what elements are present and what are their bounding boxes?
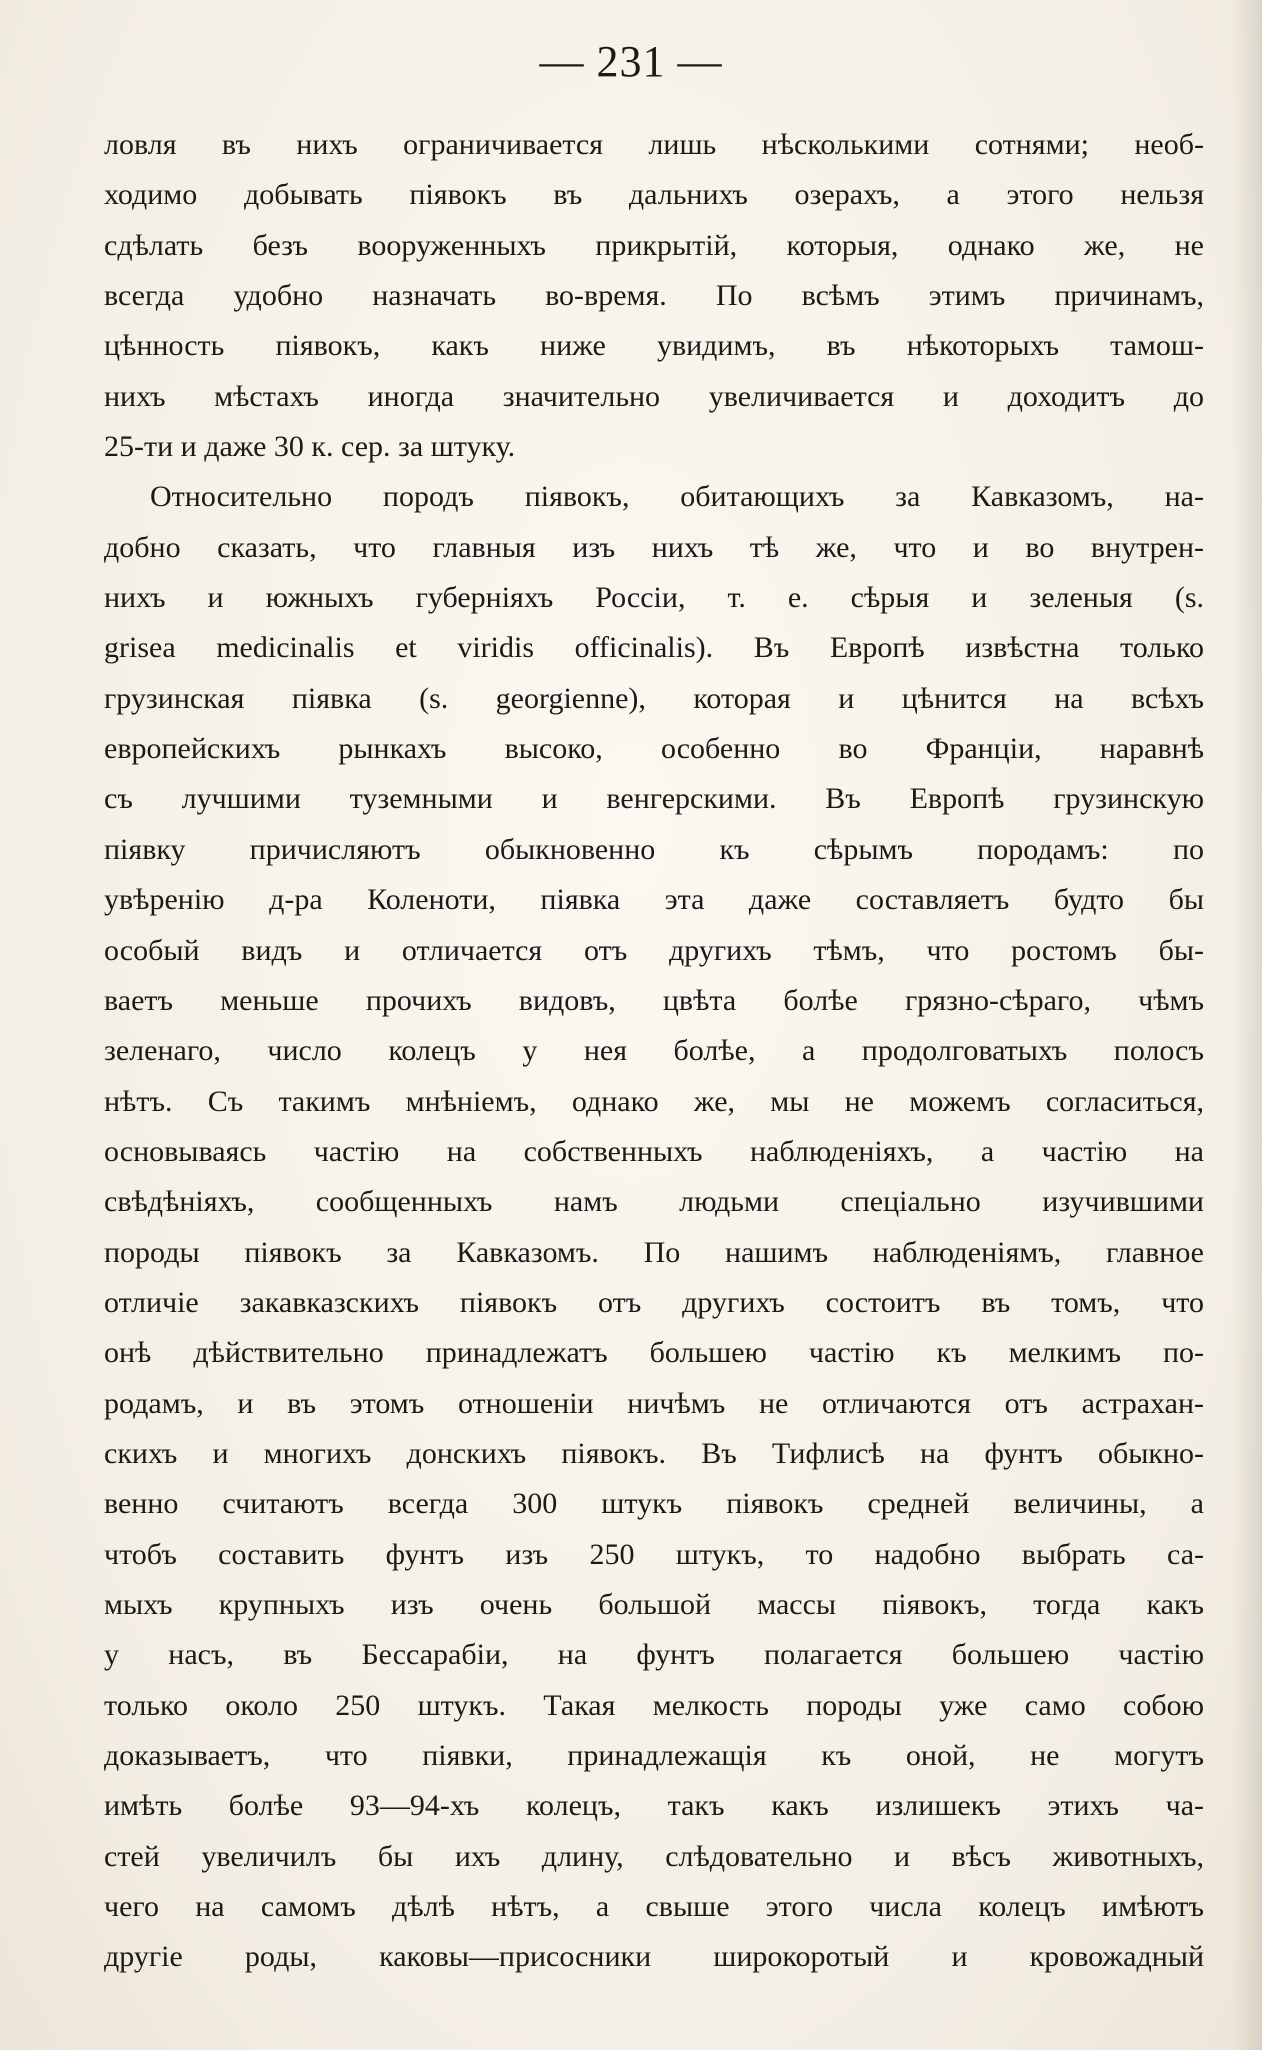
- text-line: скихъ и многихъ донскихъ пiявокъ. Въ Тифлисѣ на фунтъ обыкно-: [104, 1436, 1204, 1470]
- text-line: у насъ, въ Бессарабiи, на фунтъ полагается большею частiю: [104, 1638, 1204, 1672]
- text-line: венно считаютъ всегда 300 штукъ пiявокъ средней величины, а: [104, 1487, 1204, 1521]
- text-line: основываясь частiю на собственныхъ наблюденiяхъ, а частiю на: [104, 1134, 1204, 1168]
- text-line: свѣдѣнiяхъ, сообщенныхъ намъ людьми спецiально изучившими: [104, 1185, 1204, 1219]
- text-line: нихъ мѣстахъ иногда значительно увеличивается и доходитъ до: [104, 379, 1204, 413]
- text-line: всегда удобно назначать во-время. По всѣмъ этимъ причинамъ,: [104, 279, 1204, 313]
- text-line: 25-ти и даже 30 к. сер. за штуку.: [104, 430, 516, 464]
- text-line: онѣ дѣйствительно принадлежатъ большею частiю къ мелкимъ по-: [104, 1336, 1204, 1370]
- text-line: ваетъ меньше прочихъ видовъ, цвѣта болѣе грязно-сѣраго, чѣмъ: [104, 983, 1204, 1017]
- text-line: ходимо добывать пiявокъ въ дальнихъ озерахъ, а этого нельзя: [104, 178, 1204, 212]
- text-line: родамъ, и въ этомъ отношенiи ничѣмъ не отличаются отъ астрахан-: [104, 1386, 1204, 1420]
- paragraph-start-line: Относительно породъ пiявокъ, обитающихъ за Кавказомъ, на-: [150, 480, 1204, 514]
- text-line: другiе роды, каковы—присосники широкоротый и кровожадный: [104, 1940, 1204, 1974]
- page-edge-shadow: [1232, 0, 1262, 2050]
- text-line: особый видъ и отличается отъ другихъ тѣмъ, что ростомъ бы-: [104, 933, 1204, 967]
- text-line: грузинская пiявка (s. georgienne), которая и цѣнится на всѣхъ: [104, 681, 1204, 715]
- text-line: ловля въ нихъ ограничивается лишь нѣсколькими сотнями; необ-: [104, 128, 1204, 161]
- text-line: зеленаго, число колецъ у нея болѣе, а продолговатыхъ полосъ: [104, 1034, 1204, 1068]
- text-line: пiявку причисляютъ обыкновенно къ сѣрымъ породамъ: по: [104, 832, 1204, 866]
- text-line: grisea medicinalis et viridis officinalis). Въ Европѣ извѣстна только: [104, 631, 1204, 665]
- text-line: нѣтъ. Съ такимъ мнѣнiемъ, однако же, мы не можемъ согласиться,: [104, 1084, 1204, 1118]
- text-line: нихъ и южныхъ губернiяхъ Россiи, т. е. сѣрыя и зеленыя (s.: [104, 581, 1204, 615]
- text-line: цѣнность пiявокъ, какъ ниже увидимъ, въ нѣкоторыхъ тамош-: [104, 329, 1204, 363]
- text-line: увѣренiю д-ра Коленоти, пiявка эта даже составляетъ будто бы: [104, 883, 1204, 917]
- page-number: — 231 —: [539, 37, 723, 86]
- text-line: породы пiявокъ за Кавказомъ. По нашимъ наблюденiямъ, главное: [104, 1235, 1204, 1269]
- text-line: только около 250 штукъ. Такая мелкость породы уже само собою: [104, 1688, 1204, 1722]
- text-line: отличiе закавказскихъ пiявокъ отъ другихъ состоитъ въ томъ, что: [104, 1285, 1204, 1319]
- text-line: имѣть болѣе 93—94-хъ колецъ, такъ какъ излишекъ этихъ ча-: [104, 1789, 1204, 1823]
- text-line: доказываетъ, что пiявки, принадлежащiя къ оной, не могутъ: [104, 1739, 1204, 1772]
- text-line: европейскихъ рынкахъ высоко, особенно во Францiи, наравнѣ: [104, 732, 1204, 766]
- body-text: [104, 120, 1204, 1983]
- text-line: стей увеличилъ бы ихъ длину, слѣдовательно и вѣсъ животныхъ,: [104, 1839, 1204, 1873]
- text-line: сдѣлать безъ вооруженныхъ прикрытiй, которыя, однако же, не: [104, 228, 1204, 262]
- text-line: добно сказать, что главныя изъ нихъ тѣ же, что и во внутрен-: [104, 530, 1204, 564]
- text-line: чтобъ составить фунтъ изъ 250 штукъ, то надобно выбрать са-: [104, 1537, 1204, 1571]
- text-line: мыхъ крупныхъ изъ очень большой массы пiявокъ, тогда какъ: [104, 1587, 1204, 1621]
- text-line: чего на самомъ дѣлѣ нѣтъ, а свыше этого числа колецъ имѣютъ: [104, 1890, 1204, 1924]
- text-line: съ лучшими туземными и венгерскими. Въ Европѣ грузинскую: [104, 782, 1204, 816]
